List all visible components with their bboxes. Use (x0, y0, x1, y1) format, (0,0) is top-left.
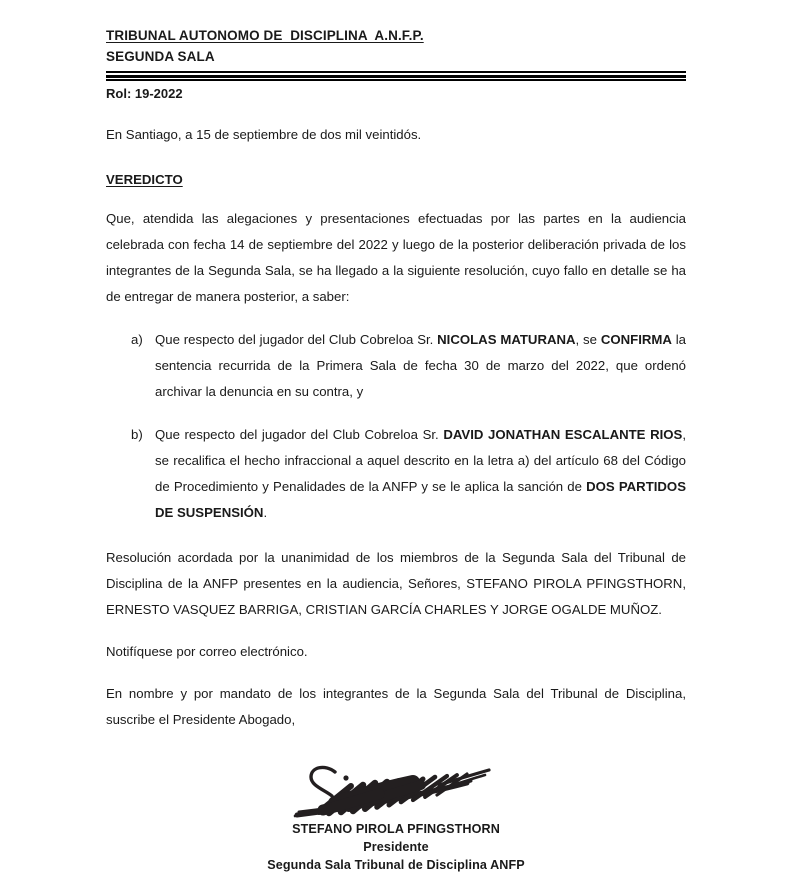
ruling-emphasis: CONFIRMA (600, 332, 672, 347)
case-number: Rol: 19-2022 (106, 86, 183, 101)
list-item-text (155, 332, 686, 399)
dateline: En Santiago, a 15 de septiembre de dos mil veintidós. (106, 127, 422, 142)
intro-paragraph: Que, atendida las alegaciones y presentaciones efectuadas por las partes en la audiencia celebrada con fecha 14 de septiembre del 2022 y luego de la posterior deliberación privada de los integrantes de la Segunda Sala, se ha llegado a la siguiente resolución, cuyo fallo en detalle se ha de entregar de manera posterior, a saber: (106, 211, 686, 304)
list-item (106, 422, 686, 526)
list-item-text (155, 427, 686, 520)
notification-paragraph: Notifíquese por correo electrónico. (106, 644, 308, 659)
divider-line-top (106, 71, 686, 73)
resolution-paragraph: Resolución acordada por la unanimidad de los miembros de la Segunda Sala del Tribunal de Disciplina de la ANFP presentes en la audiencia, Señores, STEFANO PIROLA PFINGSTHORN, ERNESTO VASQUEZ BARRIGA, CRISTIAN GARCÍA CHARLES Y JORGE OGALDE MUÑOZ. (106, 550, 686, 617)
document-content (106, 26, 686, 874)
section-heading-veredicto: VEREDICTO (106, 172, 183, 187)
item-text-segment: , se recalifica el hecho infraccional a aquel descrito en la letra a) del artículo 68 del Código de Procedimiento y Penalidades de la ANFP y se le aplica la sanción de (155, 427, 686, 494)
signatory-name: STEFANO PIROLA PFINGSTHORN (292, 822, 500, 836)
item-text-segment: la sentencia recurrida de la Primera Sala de fecha 30 de marzo del 2022, que ordenó archivar la denuncia en su contra, y (155, 332, 686, 399)
item-text-segment: . (263, 505, 268, 520)
section-heading-wrapper (106, 148, 686, 190)
signature-block (106, 755, 686, 874)
signatory-organization: Segunda Sala Tribunal de Disciplina ANFP (267, 858, 525, 872)
handwritten-signature-scribble-icon (289, 755, 504, 823)
item-text-segment: Que respecto del jugador del Club Cobreloa Sr. (155, 332, 438, 347)
list-item-marker: a) (131, 332, 143, 347)
sanction-emphasis: DOS PARTIDOS DE SUSPENSIÓN (155, 479, 686, 520)
divider-line-middle (106, 75, 686, 78)
closing-paragraph: En nombre y por mandato de los integrantes de la Segunda Sala del Tribunal de Disciplina, suscribe el Presidente Abogado, (106, 686, 686, 727)
player-name-emphasis: NICOLAS MATURANA (437, 332, 576, 347)
document-subtitle: SEGUNDA SALA (106, 49, 215, 64)
item-text-segment: , se (575, 332, 601, 347)
player-name-emphasis: DAVID JONATHAN ESCALANTE RIOS (443, 427, 683, 442)
item-text-segment: Que respecto del jugador del Club Cobreloa Sr. (155, 427, 444, 442)
list-item (106, 327, 686, 405)
signatory-role: Presidente (363, 840, 429, 854)
list-item-marker: b) (131, 427, 143, 442)
header-divider-rule (106, 71, 686, 80)
divider-line-bottom (106, 79, 686, 81)
document-title: TRIBUNAL AUTONOMO DE DISCIPLINA A.N.F.P. (106, 28, 424, 43)
